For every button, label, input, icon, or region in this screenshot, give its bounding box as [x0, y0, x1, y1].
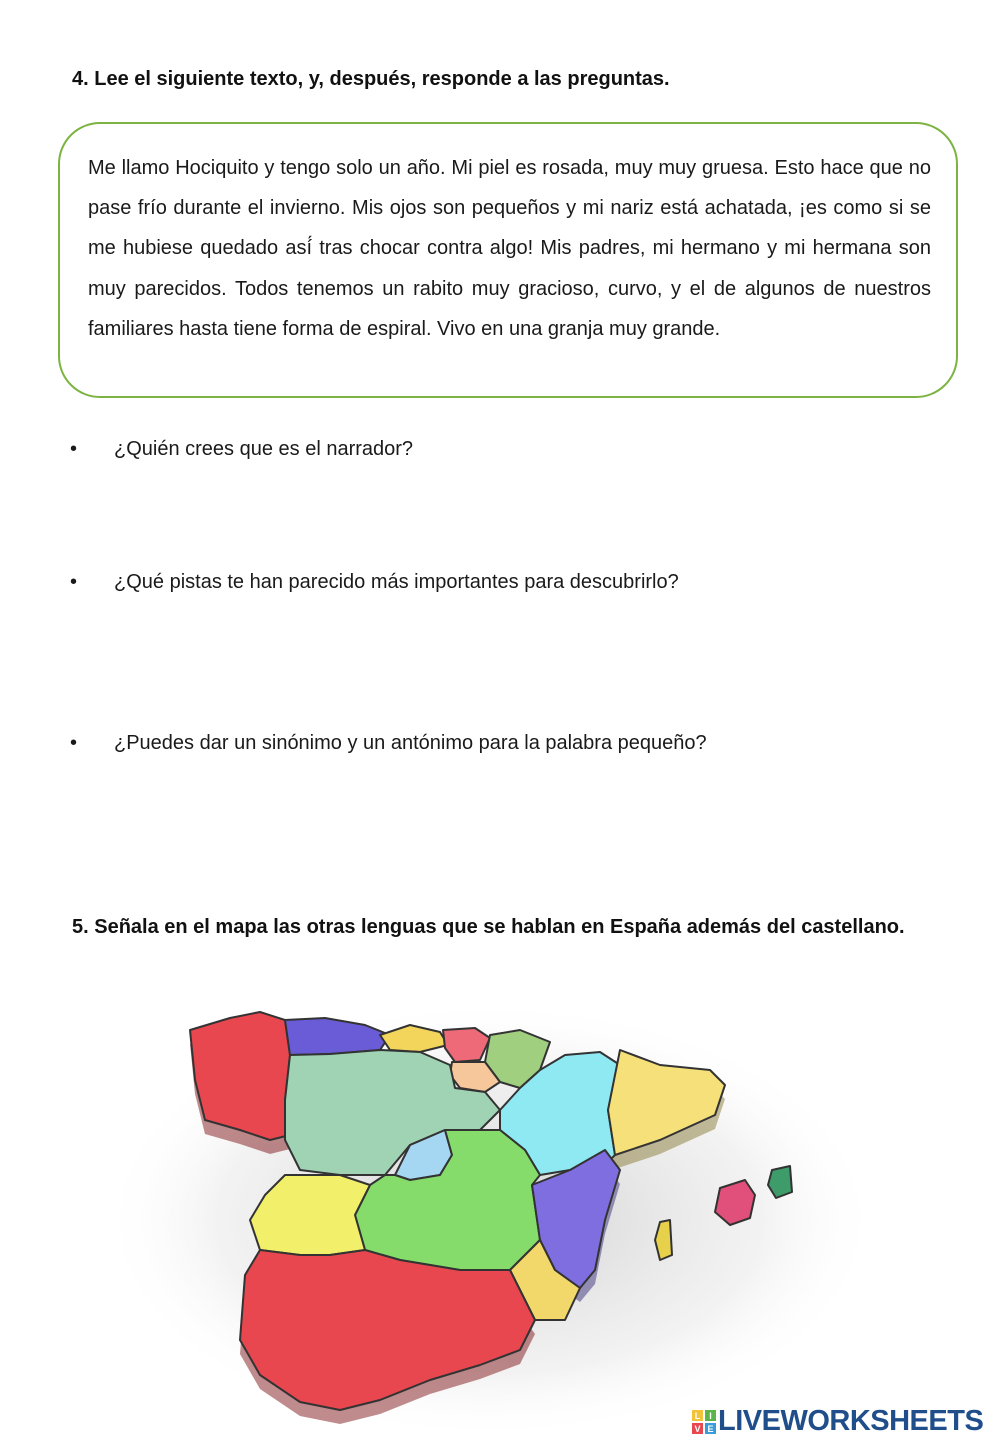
logo-letter: V — [694, 1424, 701, 1434]
question-text: ¿Puedes dar un sinónimo y un antónimo para la palabra pequeño? — [114, 732, 707, 754]
exercise-4-heading: 4. Lee el siguiente texto, y, después, responde a las preguntas. — [72, 68, 670, 90]
brand-name: LIVEWORKSHEETS — [718, 1405, 984, 1437]
mallorca-island — [715, 1180, 755, 1225]
exercise-5-heading: 5. Señala en el mapa las otras lenguas que se hablan en España además del castellano. — [72, 916, 905, 938]
galicia-region — [190, 1012, 290, 1140]
reading-passage: Me llamo Hociquito y tengo solo un año. Mi piel es rosada, muy muy gruesa. Esto hace que no pase frío durante el invierno. Mis ojos son pequeños y mi nariz está achatada, ¡es como si se me hubiese quedado así́ tras chocar contra algo! Mis padres, mi hermano y mi hermana son muy parecidos. Todos tenemos un rabito muy gracioso, curvo, y el de algunos de nuestros familiares hasta tiene forma de espiral. Vivo en una granja muy grande. — [88, 157, 931, 340]
bullet: • — [70, 571, 78, 593]
reading-passage-box — [58, 122, 958, 398]
liveworksheets-logo — [690, 1402, 990, 1442]
bullet: • — [70, 438, 78, 460]
spain-regions-map — [100, 970, 900, 1444]
logo-letter: E — [707, 1424, 714, 1434]
logo-letter: L — [694, 1411, 701, 1421]
bullet: • — [70, 732, 78, 754]
question-text: ¿Qué pistas te han parecido más importantes para descubrirlo? — [114, 571, 679, 593]
question-text: ¿Quién crees que es el narrador? — [114, 438, 414, 460]
logo-letter: I — [709, 1411, 712, 1421]
logo-grid-icon — [692, 1410, 716, 1434]
